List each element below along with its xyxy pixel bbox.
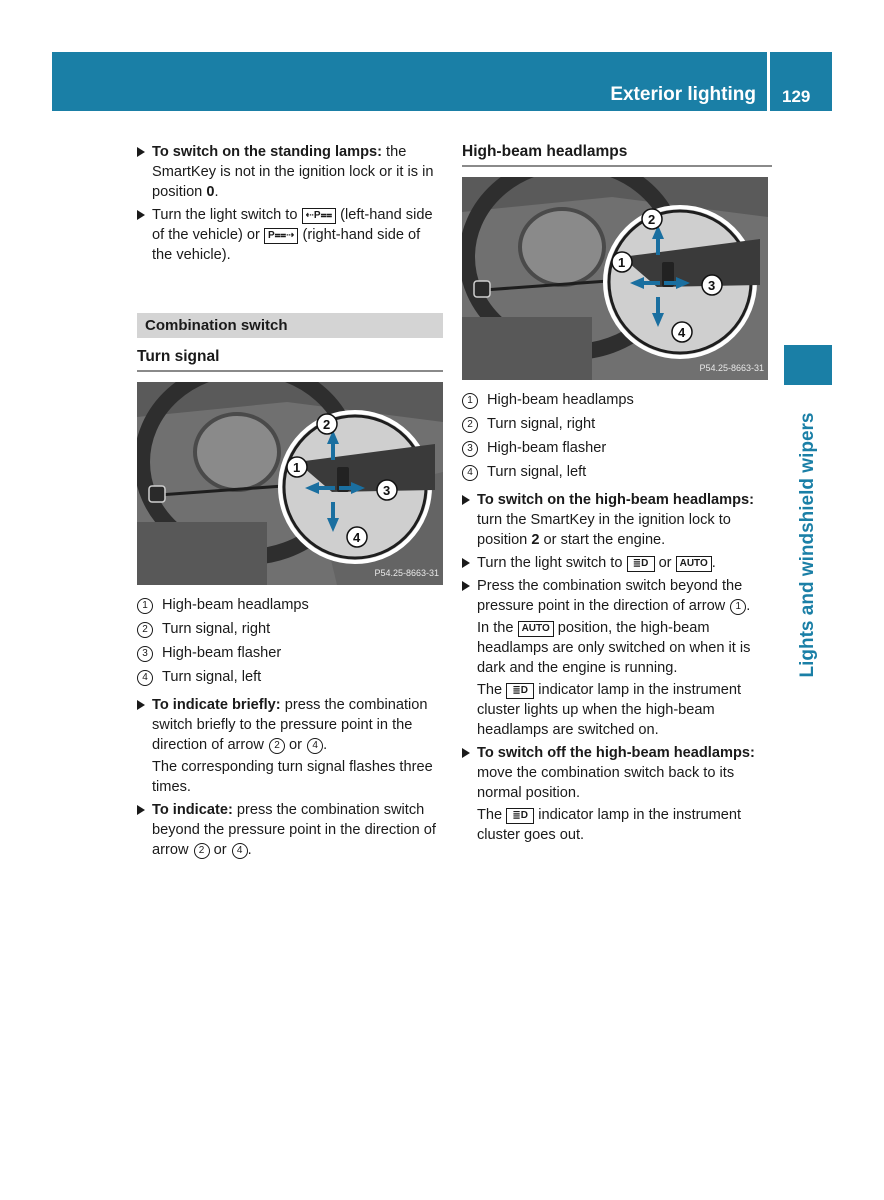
instruction-lead: To indicate: xyxy=(152,802,233,818)
figure-legend xyxy=(137,595,443,691)
instruction-text: (right-hand side of the vehicle). xyxy=(152,227,421,263)
callout-number: 2 xyxy=(137,622,153,638)
instruction-text: or start the engine. xyxy=(539,532,666,548)
page-number: 129 xyxy=(782,87,811,106)
instruction-text: or xyxy=(285,737,307,753)
callout-number: 2 xyxy=(194,843,210,859)
instruction-switch-on-high-beam xyxy=(462,490,772,550)
svg-text:2: 2 xyxy=(323,417,331,432)
instruction-note xyxy=(477,680,772,740)
instruction-text: move the combination switch back to its normal position. xyxy=(477,765,735,801)
legend-item xyxy=(137,619,443,643)
left-column xyxy=(137,142,443,863)
instruction-text: or xyxy=(654,555,676,571)
header-bar xyxy=(52,52,832,111)
legend-item xyxy=(137,643,443,667)
bullet-arrow-icon xyxy=(462,748,470,758)
figure-code: P54.25-8663-31 xyxy=(699,363,764,373)
svg-text:2: 2 xyxy=(648,212,656,227)
svg-text:3: 3 xyxy=(708,278,716,293)
callout-number: 1 xyxy=(462,393,478,409)
legend-item xyxy=(137,595,443,619)
instruction-text: . xyxy=(711,555,716,571)
right-column xyxy=(462,142,772,848)
legend-item xyxy=(462,390,772,414)
instruction-text: or xyxy=(209,842,231,858)
instruction-text: The xyxy=(477,807,507,823)
callout-number: 1 xyxy=(730,599,746,615)
callout-number: 4 xyxy=(137,670,153,686)
instruction-lead: To indicate briefly: xyxy=(152,697,281,713)
instruction-lead: To switch on the standing lamps: xyxy=(152,144,382,160)
bullet-arrow-icon xyxy=(462,581,470,591)
callout-number: 4 xyxy=(462,465,478,481)
high-beam-lamp-icon: ≣D xyxy=(627,556,655,572)
instruction-lead: To switch off the high-beam headlamps: xyxy=(477,745,755,761)
legend-item xyxy=(462,462,772,486)
legend-item xyxy=(137,667,443,691)
svg-text:3: 3 xyxy=(383,483,391,498)
auto-lamp-icon: AUTO xyxy=(676,556,712,572)
instruction-note: The corresponding turn signal flashes three times. xyxy=(152,759,433,795)
instruction-text: . xyxy=(746,598,751,614)
chapter-tab xyxy=(784,345,832,385)
svg-text:1: 1 xyxy=(293,460,301,475)
instruction-text: press the combination switch briefly to the pressure point in the direction of arrow xyxy=(152,697,428,753)
legend-label: Turn signal, left xyxy=(487,464,587,480)
callout-number: 1 xyxy=(137,598,153,614)
figure-legend xyxy=(462,390,772,486)
instruction-turn-light-switch xyxy=(462,553,772,573)
chapter-label-text: Lights and windshield wipers xyxy=(797,412,818,678)
instruction-text: Turn the light switch to xyxy=(477,555,627,571)
instruction-text: indicator lamp in the instrument cluster goes out. xyxy=(477,807,742,843)
instruction-text: the SmartKey is not in the ignition lock or it is in position xyxy=(152,144,434,200)
svg-text:1: 1 xyxy=(618,255,626,270)
svg-text:4: 4 xyxy=(678,325,686,340)
steering-illustration xyxy=(462,177,768,380)
legend-label: High-beam headlamps xyxy=(162,597,309,613)
instruction-text: The xyxy=(477,682,507,698)
instruction-press-combination-switch xyxy=(462,576,772,740)
section-title: Exterior lighting xyxy=(610,84,756,105)
high-beam-figure xyxy=(462,177,768,380)
parking-lamp-left-icon: ⇠P⩵ xyxy=(302,208,337,224)
instruction-indicate xyxy=(137,800,443,860)
instruction-text: . xyxy=(214,184,219,200)
legend-label: Turn signal, right xyxy=(487,416,596,432)
bullet-arrow-icon xyxy=(462,495,470,505)
bullet-arrow-icon xyxy=(462,558,470,568)
legend-label: High-beam flasher xyxy=(162,645,282,661)
bullet-arrow-icon xyxy=(137,700,145,710)
combination-switch-figure xyxy=(137,382,443,585)
steering-illustration xyxy=(137,382,443,585)
instruction-note xyxy=(477,618,772,678)
legend-label: High-beam flasher xyxy=(487,440,607,456)
parking-lamp-right-icon: P⩵⇢ xyxy=(264,228,299,244)
instruction-text: . xyxy=(247,842,252,858)
position-value: 2 xyxy=(531,532,540,548)
svg-text:4: 4 xyxy=(353,530,361,545)
instruction-standing-lamps xyxy=(137,142,443,202)
instruction-lead: To switch on the high-beam headlamps: xyxy=(477,492,755,508)
legend-label: High-beam headlamps xyxy=(487,392,634,408)
instruction-text: turn the SmartKey in the ignition lock to position xyxy=(477,512,731,548)
legend-label: Turn signal, right xyxy=(162,621,271,637)
legend-item xyxy=(462,414,772,438)
figure-code: P54.25-8663-31 xyxy=(374,568,439,578)
instruction-switch-off-high-beam xyxy=(462,743,772,845)
bullet-arrow-icon xyxy=(137,805,145,815)
instruction-note xyxy=(477,805,772,845)
high-beam-lamp-icon: ≣D xyxy=(506,683,534,699)
legend-item xyxy=(462,438,772,462)
instruction-indicate-briefly xyxy=(137,695,443,797)
header-separator xyxy=(767,52,770,111)
instruction-light-switch xyxy=(137,205,443,265)
subsection-heading: High-beam headlamps xyxy=(462,142,772,167)
high-beam-lamp-icon: ≣D xyxy=(506,808,534,824)
instruction-text: press the combination switch beyond the pressure point in the direction of arrow xyxy=(152,802,436,858)
auto-lamp-icon: AUTO xyxy=(518,621,554,637)
instruction-text: . xyxy=(323,737,328,753)
instruction-text: Turn the light switch to xyxy=(152,207,302,223)
instruction-text: (left-hand side of the vehicle) or xyxy=(152,207,433,243)
bullet-arrow-icon xyxy=(137,210,145,220)
callout-number: 4 xyxy=(232,843,248,859)
instruction-text: position, the high-beam headlamps are only switched on when it is dark and the engine is running. xyxy=(477,620,751,676)
position-value: 0 xyxy=(206,184,215,200)
instruction-text: In the xyxy=(477,620,518,636)
callout-number: 3 xyxy=(462,441,478,457)
legend-label: Turn signal, left xyxy=(162,669,262,685)
instruction-text: indicator lamp in the instrument cluster lights up when the high-beam headlamps are switched on. xyxy=(477,682,742,738)
callout-number: 2 xyxy=(269,738,285,754)
callout-number: 4 xyxy=(307,738,323,754)
instruction-text: Press the combination switch beyond the pressure point in the direction of arrow xyxy=(477,578,743,614)
section-heading: Combination switch xyxy=(137,313,443,338)
bullet-arrow-icon xyxy=(137,147,145,157)
callout-number: 2 xyxy=(462,417,478,433)
callout-number: 3 xyxy=(137,646,153,662)
subsection-heading: Turn signal xyxy=(137,347,443,372)
